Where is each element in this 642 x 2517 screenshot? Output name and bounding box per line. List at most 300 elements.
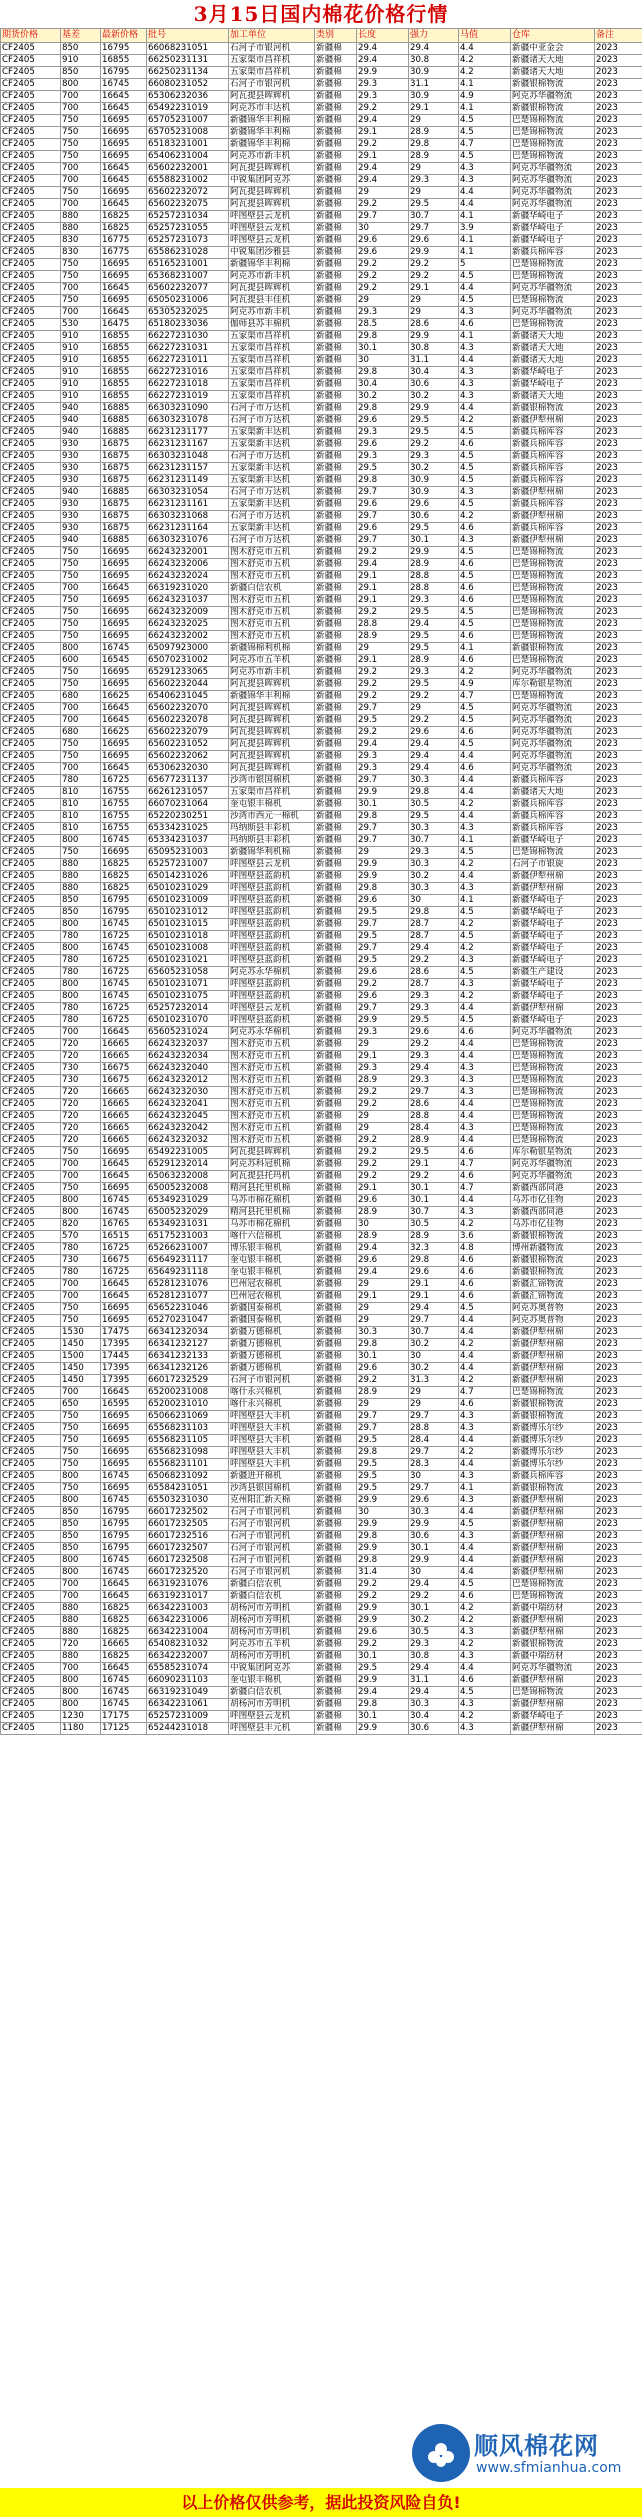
cell-warehouse: 巴楚锦棉物流 (511, 1123, 595, 1135)
cell-category: 新疆棉 (315, 1063, 357, 1075)
cell-strength: 29.1 (409, 1159, 459, 1171)
cell-batch-number: 65568231098 (147, 1447, 229, 1459)
cell-futures-contract: CF2405 (1, 403, 61, 415)
cell-category: 新疆棉 (315, 1075, 357, 1087)
cell-length: 29.4 (357, 163, 409, 175)
cell-remark: 2023 (595, 883, 642, 895)
cell-latest-price: 16665 (101, 1123, 147, 1135)
cell-warehouse: 石河子市银旋 (511, 859, 595, 871)
cell-strength: 28.6 (409, 1099, 459, 1111)
cell-remark: 2023 (595, 475, 642, 487)
cell-latest-price: 16885 (101, 487, 147, 499)
cell-batch-number: 66243232009 (147, 607, 229, 619)
cell-category: 新疆棉 (315, 1243, 357, 1255)
cell-remark: 2023 (595, 175, 642, 187)
cell-category: 新疆棉 (315, 655, 357, 667)
cell-latest-price: 16745 (101, 1495, 147, 1507)
cell-latest-price: 16645 (101, 1171, 147, 1183)
cell-basis: 750 (61, 139, 101, 151)
cell-remark: 2023 (595, 1075, 642, 1087)
cell-warehouse: 新疆银棉物流 (511, 1255, 595, 1267)
cell-processing-plant: 五家渠新丰达机 (229, 523, 315, 535)
cell-basis: 750 (61, 1435, 101, 1447)
cell-latest-price: 16645 (101, 163, 147, 175)
cell-category: 新疆棉 (315, 1723, 357, 1735)
table-row (1, 1555, 642, 1567)
cell-futures-contract: CF2405 (1, 955, 61, 967)
cell-remark: 2023 (595, 859, 642, 871)
cell-remark: 2023 (595, 1063, 642, 1075)
cell-length: 29.8 (357, 1531, 409, 1543)
cell-basis: 750 (61, 667, 101, 679)
cell-processing-plant: 呼图壁县云龙机 (229, 223, 315, 235)
cell-latest-price: 16745 (101, 79, 147, 91)
cell-length: 29.3 (357, 79, 409, 91)
table-row (1, 1003, 642, 1015)
cell-latest-price: 16695 (101, 139, 147, 151)
cell-remark: 2023 (595, 1567, 642, 1579)
cell-basis: 750 (61, 295, 101, 307)
cell-length: 29.2 (357, 271, 409, 283)
cell-strength: 29.7 (409, 223, 459, 235)
cell-processing-plant: 石河子市万达机 (229, 535, 315, 547)
cell-length: 29.5 (357, 931, 409, 943)
cell-warehouse: 新疆兵棉库容 (511, 439, 595, 451)
cell-batch-number: 66261231057 (147, 787, 229, 799)
cell-batch-number: 66231231164 (147, 523, 229, 535)
cell-strength: 30.8 (409, 1651, 459, 1663)
cell-futures-contract: CF2405 (1, 79, 61, 91)
cell-futures-contract: CF2405 (1, 1351, 61, 1363)
cell-processing-plant: 五家渠市昌祥机 (229, 343, 315, 355)
cell-batch-number: 65220230251 (147, 811, 229, 823)
header-basis: 基差 (61, 29, 101, 43)
cell-category: 新疆棉 (315, 907, 357, 919)
cell-category: 新疆棉 (315, 1039, 357, 1051)
cell-warehouse: 巴楚锦棉物流 (511, 139, 595, 151)
cell-basis: 700 (61, 763, 101, 775)
table-row (1, 319, 642, 331)
cell-warehouse: 阿克苏华疆物流 (511, 307, 595, 319)
cell-warehouse: 巴楚锦棉物流 (511, 1099, 595, 1111)
cell-latest-price: 16795 (101, 67, 147, 79)
cell-strength: 29.3 (409, 991, 459, 1003)
cell-latest-price: 16625 (101, 691, 147, 703)
cell-processing-plant: 阿瓦提县丰佳机 (229, 295, 315, 307)
cell-remark: 2023 (595, 1603, 642, 1615)
cell-category: 新疆棉 (315, 1423, 357, 1435)
cell-basis: 810 (61, 811, 101, 823)
table-row (1, 547, 642, 559)
cell-length: 29.9 (357, 871, 409, 883)
cell-length: 29.9 (357, 1543, 409, 1555)
cell-remark: 2023 (595, 247, 642, 259)
cell-batch-number: 66227231011 (147, 355, 229, 367)
table-row (1, 343, 642, 355)
cell-warehouse: 阿克苏奥普物 (511, 1303, 595, 1315)
cell-futures-contract: CF2405 (1, 1543, 61, 1555)
cell-futures-contract: CF2405 (1, 1423, 61, 1435)
cell-basis: 880 (61, 883, 101, 895)
cell-warehouse: 新疆伊犁州棉 (511, 1567, 595, 1579)
cell-micronaire: 4.3 (459, 1423, 511, 1435)
cell-micronaire: 4.3 (459, 367, 511, 379)
cell-processing-plant: 阿瓦提县晖辉机 (229, 187, 315, 199)
cell-remark: 2023 (595, 679, 642, 691)
cell-futures-contract: CF2405 (1, 631, 61, 643)
cell-micronaire: 4.1 (459, 247, 511, 259)
cell-futures-contract: CF2405 (1, 43, 61, 55)
cell-latest-price: 17125 (101, 1723, 147, 1735)
cell-futures-contract: CF2405 (1, 1219, 61, 1231)
cell-latest-price: 16645 (101, 103, 147, 115)
cell-micronaire: 4.5 (459, 907, 511, 919)
cell-category: 新疆棉 (315, 979, 357, 991)
cell-warehouse: 新疆银棉物流 (511, 643, 595, 655)
cell-warehouse: 新疆伊犁州棉 (511, 1519, 595, 1531)
cell-remark: 2023 (595, 55, 642, 67)
cell-micronaire: 4.2 (459, 799, 511, 811)
cell-latest-price: 16795 (101, 1531, 147, 1543)
cell-futures-contract: CF2405 (1, 1483, 61, 1495)
cell-category: 新疆棉 (315, 1015, 357, 1027)
cell-category: 新疆棉 (315, 1051, 357, 1063)
cell-micronaire: 4.4 (459, 1543, 511, 1555)
table-row (1, 1627, 642, 1639)
cell-strength: 30.4 (409, 367, 459, 379)
cell-basis: 700 (61, 163, 101, 175)
cell-latest-price: 16775 (101, 235, 147, 247)
cell-basis: 720 (61, 1087, 101, 1099)
cell-category: 新疆棉 (315, 415, 357, 427)
cell-processing-plant: 喀什永兴棉机 (229, 1399, 315, 1411)
cell-futures-contract: CF2405 (1, 223, 61, 235)
cell-futures-contract: CF2405 (1, 295, 61, 307)
cell-processing-plant: 图木舒克市五机 (229, 559, 315, 571)
cell-latest-price: 16695 (101, 847, 147, 859)
cell-batch-number: 66341232127 (147, 1339, 229, 1351)
cell-strength: 29.6 (409, 1495, 459, 1507)
cell-batch-number: 65503231030 (147, 1495, 229, 1507)
cell-warehouse: 新疆伊犁州棉 (511, 1615, 595, 1627)
cell-processing-plant: 伽师县苏丰棉机 (229, 319, 315, 331)
cell-strength: 29.7 (409, 1447, 459, 1459)
cell-remark: 2023 (595, 1411, 642, 1423)
cell-micronaire: 4.6 (459, 1267, 511, 1279)
cell-strength: 29.5 (409, 679, 459, 691)
cell-length: 30.3 (357, 1327, 409, 1339)
cell-strength: 29.4 (409, 751, 459, 763)
cell-length: 29 (357, 1303, 409, 1315)
cell-processing-plant: 五家渠新丰达机 (229, 427, 315, 439)
cell-warehouse: 巴楚锦棉物流 (511, 1579, 595, 1591)
table-row (1, 91, 642, 103)
cell-latest-price: 16665 (101, 1639, 147, 1651)
cell-strength: 28.7 (409, 931, 459, 943)
cell-futures-contract: CF2405 (1, 1327, 61, 1339)
cell-remark: 2023 (595, 631, 642, 643)
cell-processing-plant: 阿克苏永华棉机 (229, 1027, 315, 1039)
cell-basis: 880 (61, 1615, 101, 1627)
cell-processing-plant: 五家渠市昌祥机 (229, 391, 315, 403)
cell-remark: 2023 (595, 1387, 642, 1399)
table-row (1, 1351, 642, 1363)
table-row (1, 1015, 642, 1027)
cell-basis: 750 (61, 607, 101, 619)
cell-length: 29.2 (357, 1579, 409, 1591)
cell-batch-number: 65406231004 (147, 151, 229, 163)
cell-futures-contract: CF2405 (1, 1051, 61, 1063)
cell-length: 30.1 (357, 1711, 409, 1723)
cell-length: 29.4 (357, 175, 409, 187)
cell-remark: 2023 (595, 415, 642, 427)
cell-micronaire: 4.4 (459, 1051, 511, 1063)
cell-strength: 29.5 (409, 1147, 459, 1159)
cell-remark: 2023 (595, 163, 642, 175)
cell-processing-plant: 石河子市银河机 (229, 1531, 315, 1543)
cell-micronaire: 4.5 (459, 739, 511, 751)
table-row (1, 1399, 642, 1411)
cell-remark: 2023 (595, 1315, 642, 1327)
cell-processing-plant: 五家渠市昌祥机 (229, 355, 315, 367)
cell-strength: 30.7 (409, 835, 459, 847)
table-row (1, 247, 642, 259)
table-row (1, 967, 642, 979)
cell-batch-number: 66243232025 (147, 619, 229, 631)
table-row (1, 1027, 642, 1039)
cell-processing-plant: 新疆锦华利机棉 (229, 847, 315, 859)
cell-futures-contract: CF2405 (1, 1075, 61, 1087)
cell-processing-plant: 阿瓦提县晖辉机 (229, 1147, 315, 1159)
cell-length: 29.4 (357, 115, 409, 127)
cell-batch-number: 65349231031 (147, 1219, 229, 1231)
cell-strength: 28.8 (409, 1423, 459, 1435)
cell-latest-price: 16725 (101, 1243, 147, 1255)
table-row (1, 427, 642, 439)
cell-warehouse: 新疆银棉物流 (511, 1399, 595, 1411)
cell-basis: 700 (61, 1291, 101, 1303)
cell-category: 新疆棉 (315, 643, 357, 655)
table-row (1, 1567, 642, 1579)
cell-basis: 700 (61, 91, 101, 103)
cell-basis: 750 (61, 1483, 101, 1495)
cell-processing-plant: 玛纳斯县丰彩机 (229, 823, 315, 835)
table-row (1, 955, 642, 967)
cell-micronaire: 4.2 (459, 667, 511, 679)
cell-strength: 29.8 (409, 1255, 459, 1267)
cell-remark: 2023 (595, 1423, 642, 1435)
table-row (1, 1459, 642, 1471)
cell-batch-number: 66250231131 (147, 55, 229, 67)
cell-length: 29.9 (357, 1615, 409, 1627)
cell-remark: 2023 (595, 1123, 642, 1135)
cell-micronaire: 4.9 (459, 91, 511, 103)
cell-latest-price: 16645 (101, 583, 147, 595)
cell-basis: 650 (61, 1399, 101, 1411)
cell-batch-number: 65649231118 (147, 1267, 229, 1279)
cell-warehouse: 新疆伊犁州棉 (511, 1627, 595, 1639)
cell-latest-price: 16745 (101, 835, 147, 847)
cell-length: 29 (357, 1111, 409, 1123)
header-futures-contract: 期货价格 (1, 29, 61, 43)
cell-warehouse: 新疆西部同港 (511, 1183, 595, 1195)
cell-length: 29.1 (357, 571, 409, 583)
cell-strength: 29.9 (409, 547, 459, 559)
cell-processing-plant: 新疆白信农机 (229, 1687, 315, 1699)
table-row (1, 595, 642, 607)
cell-basis: 750 (61, 751, 101, 763)
cell-warehouse: 新疆伊犁州棉 (511, 1507, 595, 1519)
cell-category: 新疆棉 (315, 835, 357, 847)
cell-remark: 2023 (595, 1363, 642, 1375)
cell-batch-number: 66342231003 (147, 1603, 229, 1615)
cell-warehouse: 新疆博乐尔纱 (511, 1423, 595, 1435)
cell-processing-plant: 新疆万德棉机 (229, 1351, 315, 1363)
cell-latest-price: 16695 (101, 1459, 147, 1471)
table-row (1, 1219, 642, 1231)
cell-strength: 29.3 (409, 595, 459, 607)
cell-batch-number: 66243232042 (147, 1123, 229, 1135)
cell-processing-plant: 乌苏市棉花棉机 (229, 1195, 315, 1207)
cell-futures-contract: CF2405 (1, 487, 61, 499)
cell-warehouse: 巴楚锦棉物流 (511, 1051, 595, 1063)
cell-batch-number: 65010231015 (147, 919, 229, 931)
table-row (1, 79, 642, 91)
cell-batch-number: 65257232014 (147, 1003, 229, 1015)
cell-length: 28.9 (357, 1387, 409, 1399)
cell-strength: 29.5 (409, 1015, 459, 1027)
table-row (1, 883, 642, 895)
cell-futures-contract: CF2405 (1, 715, 61, 727)
cell-processing-plant: 呼图壁县蓝韵机 (229, 931, 315, 943)
cell-batch-number: 65010231008 (147, 943, 229, 955)
cell-remark: 2023 (595, 607, 642, 619)
cell-strength: 29.4 (409, 1063, 459, 1075)
cell-batch-number: 66017232502 (147, 1507, 229, 1519)
cell-remark: 2023 (595, 391, 642, 403)
cell-batch-number: 65270231047 (147, 1315, 229, 1327)
cell-length: 29.5 (357, 463, 409, 475)
cell-basis: 940 (61, 415, 101, 427)
cell-micronaire: 4.4 (459, 1459, 511, 1471)
cell-basis: 530 (61, 319, 101, 331)
cell-futures-contract: CF2405 (1, 739, 61, 751)
cell-futures-contract: CF2405 (1, 427, 61, 439)
cell-warehouse: 新疆伊犁州棉 (511, 1543, 595, 1555)
cell-batch-number: 66341232034 (147, 1327, 229, 1339)
cell-futures-contract: CF2405 (1, 1663, 61, 1675)
cell-micronaire: 3.6 (459, 1231, 511, 1243)
cell-micronaire: 4.6 (459, 631, 511, 643)
cell-length: 29.2 (357, 979, 409, 991)
cell-basis: 700 (61, 1027, 101, 1039)
cell-batch-number: 65010231009 (147, 895, 229, 907)
cell-warehouse: 巴楚锦棉物流 (511, 1111, 595, 1123)
cell-warehouse: 巴楚锦棉物流 (511, 259, 595, 271)
cell-micronaire: 4.4 (459, 1663, 511, 1675)
cell-category: 新疆棉 (315, 1447, 357, 1459)
cell-warehouse: 新疆伊犁州棉 (511, 871, 595, 883)
cell-batch-number: 65306232036 (147, 91, 229, 103)
cell-length: 29 (357, 1279, 409, 1291)
cell-category: 新疆棉 (315, 1699, 357, 1711)
cell-micronaire: 4.5 (459, 1687, 511, 1699)
cell-latest-price: 16695 (101, 1183, 147, 1195)
cell-batch-number: 65070231002 (147, 655, 229, 667)
cell-micronaire: 4.3 (459, 955, 511, 967)
cell-length: 29.9 (357, 1495, 409, 1507)
cell-futures-contract: CF2405 (1, 547, 61, 559)
cell-basis: 880 (61, 1651, 101, 1663)
cell-warehouse: 新疆兵棉库容 (511, 427, 595, 439)
cell-basis: 800 (61, 1207, 101, 1219)
table-row (1, 1099, 642, 1111)
cell-remark: 2023 (595, 319, 642, 331)
cell-micronaire: 4.1 (459, 835, 511, 847)
cell-latest-price: 16695 (101, 115, 147, 127)
cell-processing-plant: 新疆锦华丰利棉 (229, 115, 315, 127)
cell-warehouse: 巴楚锦棉物流 (511, 583, 595, 595)
cell-latest-price: 16695 (101, 559, 147, 571)
cell-futures-contract: CF2405 (1, 1171, 61, 1183)
table-row (1, 199, 642, 211)
cell-latest-price: 16645 (101, 283, 147, 295)
cell-latest-price: 16695 (101, 1315, 147, 1327)
cell-batch-number: 65584231051 (147, 1483, 229, 1495)
cell-futures-contract: CF2405 (1, 259, 61, 271)
cell-basis: 930 (61, 475, 101, 487)
cell-warehouse: 巴楚锦棉物流 (511, 1687, 595, 1699)
cell-micronaire: 4.3 (459, 1123, 511, 1135)
cell-warehouse: 新疆伊犁州棉 (511, 535, 595, 547)
cell-basis: 880 (61, 211, 101, 223)
table-row (1, 571, 642, 583)
table-row (1, 103, 642, 115)
cell-strength: 29.5 (409, 643, 459, 655)
cell-warehouse: 新疆兵棉库容 (511, 823, 595, 835)
cell-futures-contract: CF2405 (1, 1195, 61, 1207)
cell-processing-plant: 石河子市银河机 (229, 1567, 315, 1579)
cell-processing-plant: 图木舒克市五机 (229, 1063, 315, 1075)
cell-futures-contract: CF2405 (1, 775, 61, 787)
cell-processing-plant: 新疆锦棉利机棉 (229, 643, 315, 655)
cell-remark: 2023 (595, 439, 642, 451)
cell-batch-number: 66017232507 (147, 1543, 229, 1555)
cell-processing-plant: 图木舒克市五机 (229, 631, 315, 643)
cell-strength: 31.1 (409, 79, 459, 91)
cell-warehouse: 新疆博乐尔纱 (511, 1435, 595, 1447)
table-row (1, 367, 642, 379)
cell-length: 29.4 (357, 1243, 409, 1255)
cell-strength: 29.3 (409, 1051, 459, 1063)
cell-futures-contract: CF2405 (1, 211, 61, 223)
cell-strength: 30.2 (409, 871, 459, 883)
cell-length: 29.2 (357, 1171, 409, 1183)
cell-latest-price: 16725 (101, 1003, 147, 1015)
cell-length: 29.7 (357, 919, 409, 931)
cell-futures-contract: CF2405 (1, 1723, 61, 1735)
cell-warehouse: 新疆西部同港 (511, 1207, 595, 1219)
table-row (1, 1051, 642, 1063)
cell-length: 29.4 (357, 1687, 409, 1699)
cell-futures-contract: CF2405 (1, 883, 61, 895)
cell-latest-price: 16645 (101, 1291, 147, 1303)
cell-latest-price: 16675 (101, 1063, 147, 1075)
cell-strength: 28.8 (409, 1111, 459, 1123)
cell-length: 29.7 (357, 703, 409, 715)
cell-micronaire: 4.6 (459, 439, 511, 451)
cell-strength: 29.5 (409, 415, 459, 427)
